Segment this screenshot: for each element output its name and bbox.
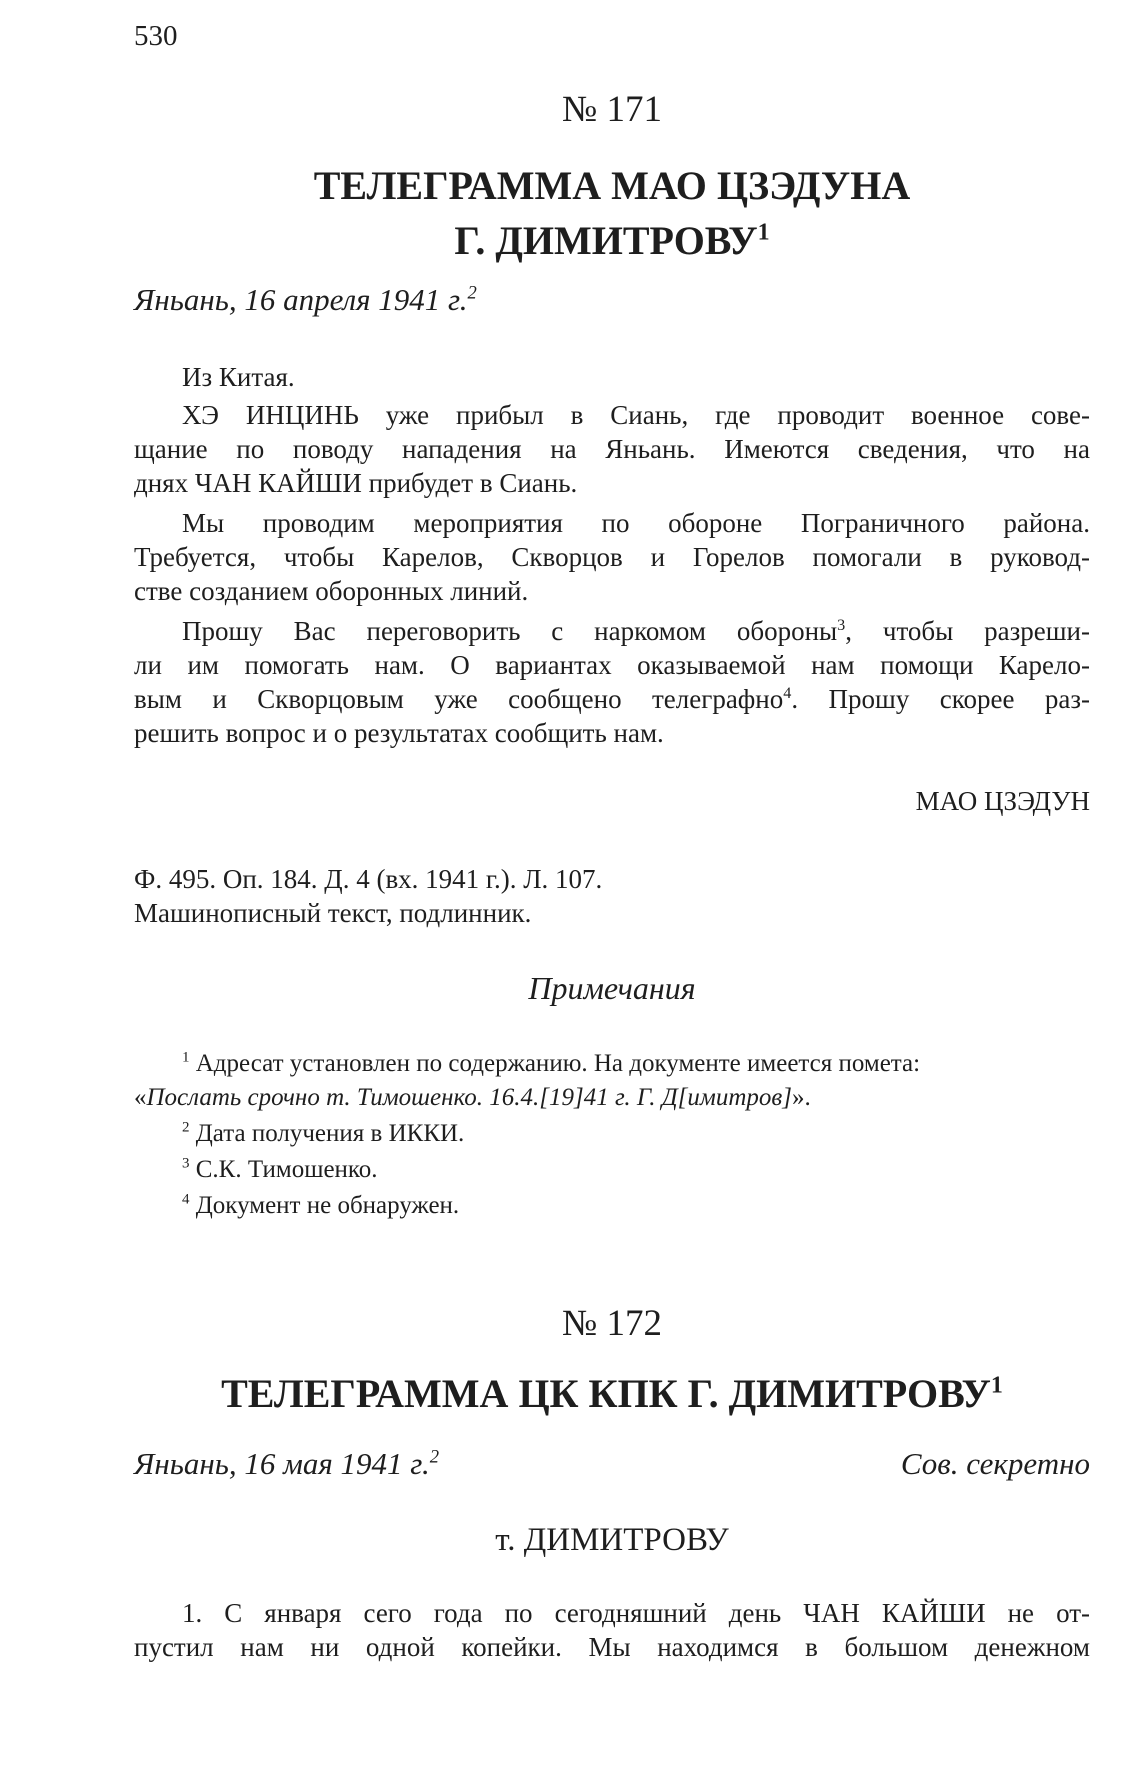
paragraph-line: решить вопрос и о результатах сообщить нам. — [134, 718, 664, 748]
document-title — [134, 1366, 1090, 1421]
dateline — [134, 1446, 439, 1482]
footnote — [182, 1050, 920, 1078]
signature: МАО ЦЗЭДУН — [915, 786, 1090, 816]
footnote-ref: 2 — [467, 282, 477, 304]
classification-mark: Сов. секретно — [900, 1446, 1090, 1481]
paragraph-line: пустил нам ни одной копейки. Мы находимся в большом денежном — [134, 1632, 1090, 1662]
paragraph-line: днях ЧАН КАЙШИ прибудет в Сиань. — [134, 468, 578, 498]
paragraph-line: стве созданием оборонных линий. — [134, 576, 529, 606]
footnote-number: 2 — [182, 1119, 190, 1136]
paragraph-line: 1. С января сего года по сегодняшний день ЧАН КАЙШИ не от- — [182, 1598, 1090, 1628]
quote-mark: « — [134, 1084, 147, 1111]
footnote-text: Дата получения в ИККИ. — [195, 1120, 465, 1147]
footnote — [182, 1192, 459, 1220]
document-title-line: ТЕЛЕГРАММА МАО ЦЗЭДУНА — [313, 163, 911, 208]
footnote-italic-text: Послать срочно т. Тимошенко. 16.4.[19]41 г. Г. Д[имитров] — [146, 1084, 792, 1111]
paragraph-text: , чтобы разреши- — [845, 616, 1090, 646]
paragraph-line — [134, 684, 1090, 715]
document-title — [134, 158, 1090, 268]
footnote-number: 3 — [182, 1155, 190, 1172]
paragraph-line: ХЭ ИНЦИНЬ уже прибыл в Сиань, где проводит военное сове- — [182, 400, 1090, 430]
footnote — [182, 1156, 378, 1184]
footnote-ref: 4 — [783, 684, 792, 702]
paragraph-line: Из Китая. — [182, 362, 295, 392]
footnote-text: С.К. Тимошенко. — [195, 1156, 378, 1183]
quote-mark: ». — [792, 1084, 811, 1111]
page-number: 530 — [134, 20, 178, 52]
paragraph-line: Мы проводим мероприятия по обороне Пограничного района. — [182, 508, 1090, 538]
paragraph-line: ли им помогать нам. О вариантах оказываемой нам помощи Карело- — [134, 650, 1090, 680]
footnote-text: Адресат установлен по содержанию. На документе имеется помета: — [195, 1050, 921, 1077]
document-title-text: Г. ДИМИТРОВУ — [454, 218, 758, 263]
footnote-text: Документ не обнаружен. — [195, 1192, 460, 1219]
paragraph-line — [182, 616, 1090, 647]
document-number: № 172 — [561, 1303, 663, 1344]
archive-description: Машинописный текст, подлинник. — [134, 898, 532, 928]
document-number: № 171 — [561, 89, 663, 130]
paragraph-text: вым и Скворцовым уже сообщено телеграфно — [134, 684, 784, 714]
footnote — [182, 1120, 464, 1148]
footnote-number: 4 — [182, 1191, 190, 1208]
footnote-ref: 1 — [757, 219, 770, 246]
footnote-continuation — [134, 1084, 811, 1112]
document-title-line — [134, 213, 1090, 268]
footnote-number: 1 — [182, 1049, 190, 1066]
paragraph-text: . Прошу скорее раз- — [791, 684, 1090, 714]
footnote-ref: 2 — [429, 1446, 440, 1468]
dateline-text: Яньань, 16 апреля 1941 г. — [134, 282, 468, 317]
document-title-text: ТЕЛЕГРАММА ЦК КПК Г. ДИМИТРОВУ — [221, 1371, 991, 1416]
addressee: т. ДИМИТРОВУ — [495, 1522, 729, 1558]
dateline-text: Яньань, 16 мая 1941 г. — [134, 1446, 430, 1481]
paragraph-line: Требуется, чтобы Карелов, Скворцов и Горелов помогали в руковод- — [134, 542, 1090, 572]
paragraph-line: щание по поводу нападения на Яньань. Имеются сведения, что на — [134, 434, 1090, 464]
dateline — [134, 282, 477, 318]
paragraph-text: Прошу Вас переговорить с наркомом обороны — [182, 616, 838, 646]
footnote-ref: 1 — [990, 1372, 1003, 1399]
archive-reference: Ф. 495. Оп. 184. Д. 4 (вх. 1941 г.). Л. 107. — [134, 864, 603, 894]
notes-heading: Примечания — [528, 970, 696, 1006]
footnote-ref: 3 — [837, 616, 846, 634]
